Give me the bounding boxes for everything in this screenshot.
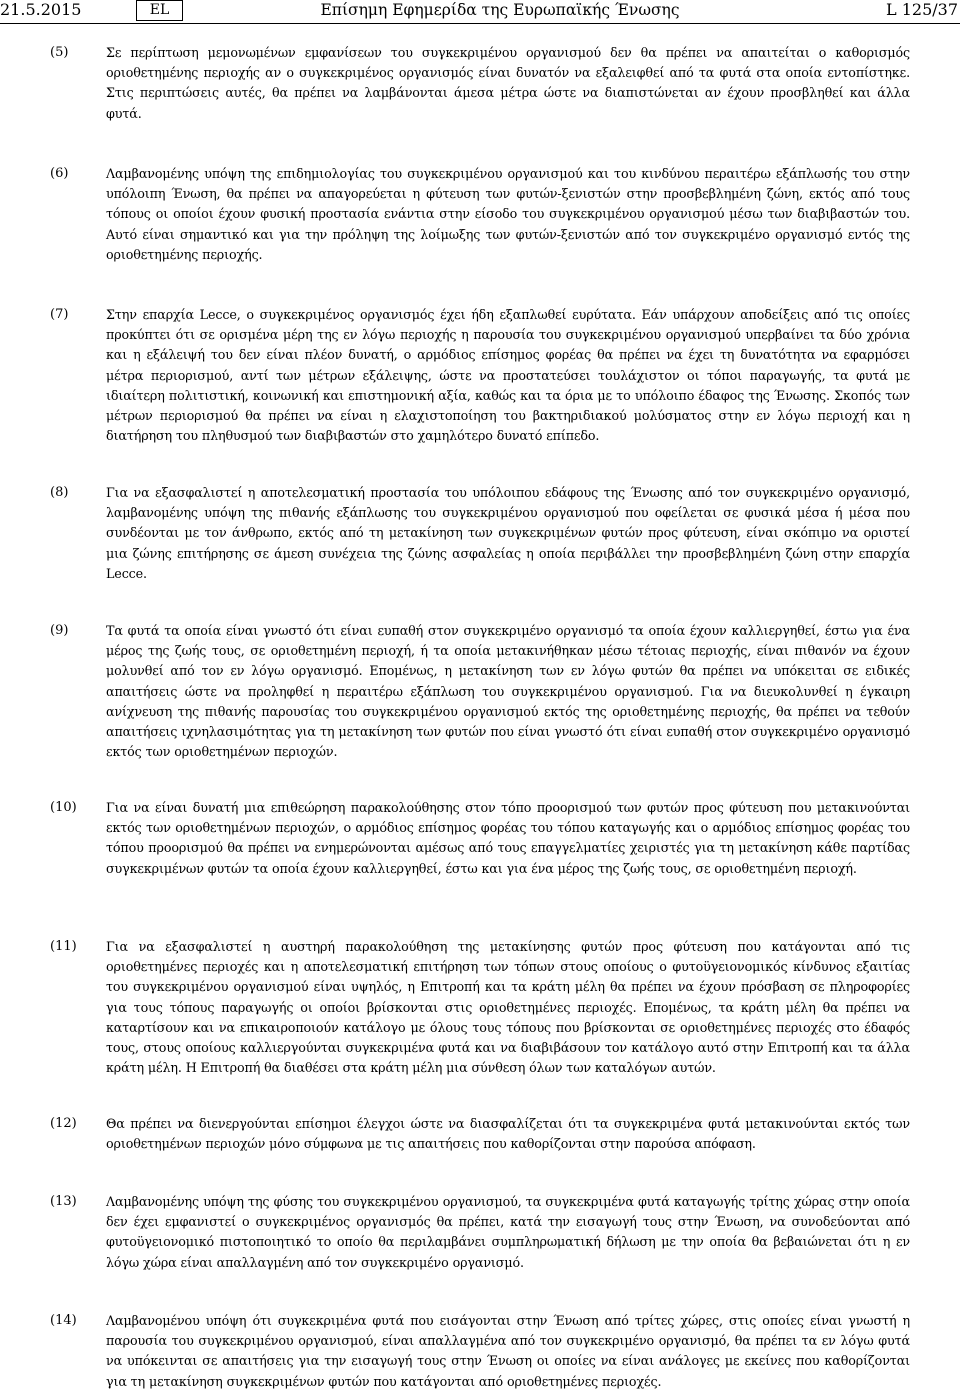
- recital-text: Λαμβανομένης υπόψη της επιδημιολογίας του συγκεκριμένου οργανισμού και του κινδύνου περαιτέρω εξάπλωσής του στην υπόλοιπη Ένωση, θα πρέπει να απαγορεύεται η φύτευση των φυτών-ξενιστών στην προσβεβλημένη ζώνη, εκτός από τους τόπους οι οποίοι έχουν φυσική προστασία ενάντια στην είσοδο του συγκεκριμένου οργανισμού μέσω των διαβιβαστών του. Αυτό είναι σημαντικό και για την πρόληψη της λοίμωξης των φυτών-ξενιστών από τον συγκεκριμένο οργανισμό εντός της οριοθετημένης περιοχής.: [106, 166, 910, 262]
- recital-text: Για να εξασφαλιστεί η αυστηρή παρακολούθηση της μετακίνησης φυτών προς φύτευση που κατάγονται από τις οριοθετημένες περιοχές και η αποτελεσματική επιτήρηση των τόπων στους οποίους ο φυτοϋγειονομικός κίνδυνος εξαιτίας του συγκεκριμένου οργανισμού είναι υψηλός, η Επιτροπή και τα κράτη μέλη θα πρέπει να έχουν πρόσβαση σε πληροφορίες για τους τόπους παραγωγής οι οποίοι βρίσκονται στις οριοθετημένες περιοχές. Επομένως, τα κράτη μέλη θα πρέπει να καταρτίσουν και να επικαιροποιούν κατάλογο με όλους τους τόπους που βρίσκονται σε οριοθετημένες περιοχές στο έδαφός τους, στους οποίους καλλιεργούνται συγκεκριμένα φυτά και να διαβιβάσουν τον κατάλογο αυτό στην Επιτροπή και τα άλλα κράτη μέλη. Η Επιτροπή θα διαθέσει στα κράτη μέλη μια σύνθεση όλων των καταλόγων αυτών.: [106, 939, 910, 1076]
- recital-number: (9): [50, 623, 69, 638]
- recital-number: (10): [50, 800, 77, 815]
- recital-number: (8): [50, 485, 69, 500]
- recital-number: (14): [50, 1313, 77, 1328]
- recital-text: Για να εξασφαλιστεί η αποτελεσματική προστασία του υπόλοιπου εδάφους της Ένωσης από τον συγκεκριμένο οργανισμό, λαμβανομένης υπόψη της πιθανής εξάπλωσης του συγκεκριμένου οργανισμού που οφείλεται σε φυσικά μέσα ή μέσα που συνδέονται με τον άνθρωπο, εκτός από τη μετακίνηση των συγκεκριμένων φυτών προς φύτευση, είναι σκόπιμο να οριστεί μια ζώνης επιτήρησης σε άμεση συνέχεια της ζώνης ασφαλείας η οποία περιβάλλει την προσβεβλημένη ζώνη στην επαρχία Lecce.: [106, 485, 910, 581]
- language-badge: EL: [136, 0, 183, 21]
- page-reference: L 125/37: [886, 0, 958, 19]
- recital-text: Για να είναι δυνατή μια επιθεώρηση παρακολούθησης στον τόπο προορισμού των φυτών προς φύτευση που μετακινούνται εκτός των οριοθετημένων περιοχών, ο αρμόδιος επίσημος φορέας του τόπου καταγωγής και ο αρμόδιος επίσημος φορέας του τόπου προορισμού θα πρέπει να ενημερώνονται αμέσως από τους επαγγελματίες χειριστές για τη μετακίνηση κάθε παρτίδας συγκεκριμένων φυτών τα οποία έχουν καλλιεργηθεί, έστω και για ένα μέρος της ζωής τους, σε οριοθετημένη περιοχή.: [106, 800, 910, 876]
- recital-text: Θα πρέπει να διενεργούνται επίσημοι έλεγχοι ώστε να διασφαλίζεται ότι τα συγκεκριμένα φυτά μετακινούνται εκτός των οριοθετημένων περιοχών μόνο σύμφωνα με τις απαιτήσεις που καθορίζονται στην παρούσα απόφαση.: [106, 1116, 910, 1152]
- recital-number: (5): [50, 45, 69, 60]
- publication-date: 21.5.2015: [0, 0, 82, 19]
- journal-title: Επίσημη Εφημερίδα της Ευρωπαϊκής Ένωσης: [320, 1, 680, 19]
- recital-number: (7): [50, 307, 69, 322]
- recital-number: (12): [50, 1116, 77, 1131]
- recital-text: Τα φυτά τα οποία είναι γνωστό ότι είναι ευπαθή στον συγκεκριμένο οργανισμό τα οποία έχουν καλλιεργηθεί, έστω για ένα μέρος της ζωής τους, σε οριοθετημένη περιοχή, ή τα οποία μετακινήθηκαν μέσω τέτοιας περιοχής, είναι πιθανόν να έχουν μολυνθεί από τον εν λόγω οργανισμό. Επομένως, η μετακίνηση των εν λόγω φυτών θα πρέπει να υπόκειται σε ειδικές απαιτήσεις ώστε να προληφθεί η περαιτέρω εξάπλωση του συγκεκριμένου οργανισμού. Για να διευκολυνθεί η έγκαιρη ανίχνευση της πιθανής παρουσίας του συγκεκριμένου οργανισμού εκτός της οριοθετημένης περιοχής, θα πρέπει να τεθούν απαιτήσεις ιχνηλασιμότητας για τη μετακίνηση των φυτών που είναι γνωστό ότι είναι ευπαθή στον συγκεκριμένο οργανισμό εκτός των οριοθετημένων περιοχών.: [106, 623, 910, 760]
- recital-text: Λαμβανομένης υπόψη της φύσης του συγκεκριμένου οργανισμού, τα συγκεκριμένα φυτά καταγωγής τρίτης χώρας στην οποία δεν έχει εμφανιστεί ο συγκεκριμένος οργανισμός θα πρέπει, κατά την εισαγωγή τους στην Ένωση, να συνοδεύονται από φυτοϋγειονομικό πιστοποιητικό το οποίο θα περιλαμβάνει συμπληρωματική δήλωση με την οποία θα βεβαιώνεται ότι η εν λόγω χώρα είναι απαλλαγμένη από τον συγκεκριμένο οργανισμό.: [106, 1194, 910, 1270]
- recital-number: (6): [50, 166, 69, 181]
- recital-number: (11): [50, 939, 77, 954]
- recital-text: Λαμβανομένου υπόψη ότι συγκεκριμένα φυτά που εισάγονται στην Ένωση από τρίτες χώρες, στις οποίες είναι γνωστή η παρουσία του συγκεκριμένου οργανισμού, είναι απαλλαγμένα από τον συγκεκριμένο οργανισμό, θα πρέπει τα εν λόγω φυτά να υπόκεινται σε απαιτήσεις για την εισαγωγή τους στην Ένωση οι οποίες να είναι ανάλογες με εκείνες που καθορίζονται για τη μετακίνηση συγκεκριμένων φυτών που κατάγονται από οριοθετημένες περιοχές.: [106, 1313, 910, 1389]
- recital-text: Σε περίπτωση μεμονωμένων εμφανίσεων του συγκεκριμένου οργανισμού δεν θα πρέπει να απαιτείται ο καθορισμός οριοθετημένης περιοχής αν ο συγκεκριμένος οργανισμός είναι δυνατόν να εξαλειφθεί από τα φυτά στα οποία εντοπίστηκε. Στις περιπτώσεις αυτές, θα πρέπει να λαμβάνονται άμεσα μέτρα ώστε να διαπιστώνεται αν έχουν προσβληθεί και άλλα φυτά.: [106, 45, 910, 121]
- recital-number: (13): [50, 1194, 77, 1209]
- header-rule: [0, 23, 960, 24]
- page-header: [0, 0, 960, 22]
- recital-text: Στην επαρχία Lecce, ο συγκεκριμένος οργανισμός έχει ήδη εξαπλωθεί ευρύτατα. Εάν υπάρχουν αποδείξεις από τις οποίες προκύπτει ότι σε ορισμένα μέρη της εν λόγω περιοχής η παρουσία του συγκεκριμένου οργανισμού υπερβαίνει τα δύο χρόνια και η εξάλειψή του δεν είναι πλέον δυνατή, ο αρμόδιος επίσημος φορέας θα πρέπει να έχει τη δυνατότητα να εφαρμόσει μέτρα περιορισμού, αντί των μέτρων εξάλειψης, ώστε να προστατεύσει τουλάχιστον οι τόποι παραγωγής, τα φυτά με ιδιαίτερη πολιτιστική, κοινωνική και επιστημονική αξία, καθώς και τα όρια με το υπόλοιπο έδαφος της Ένωσης. Σκοπός των μέτρων περιορισμού θα πρέπει να είναι η ελαχιστοποίηση του βακτηριδιακού μολύσματος στην εν λόγω περιοχή και η διατήρηση του πληθυσμού των διαβιβαστών στο χαμηλότερο δυνατό επίπεδο.: [106, 307, 910, 444]
